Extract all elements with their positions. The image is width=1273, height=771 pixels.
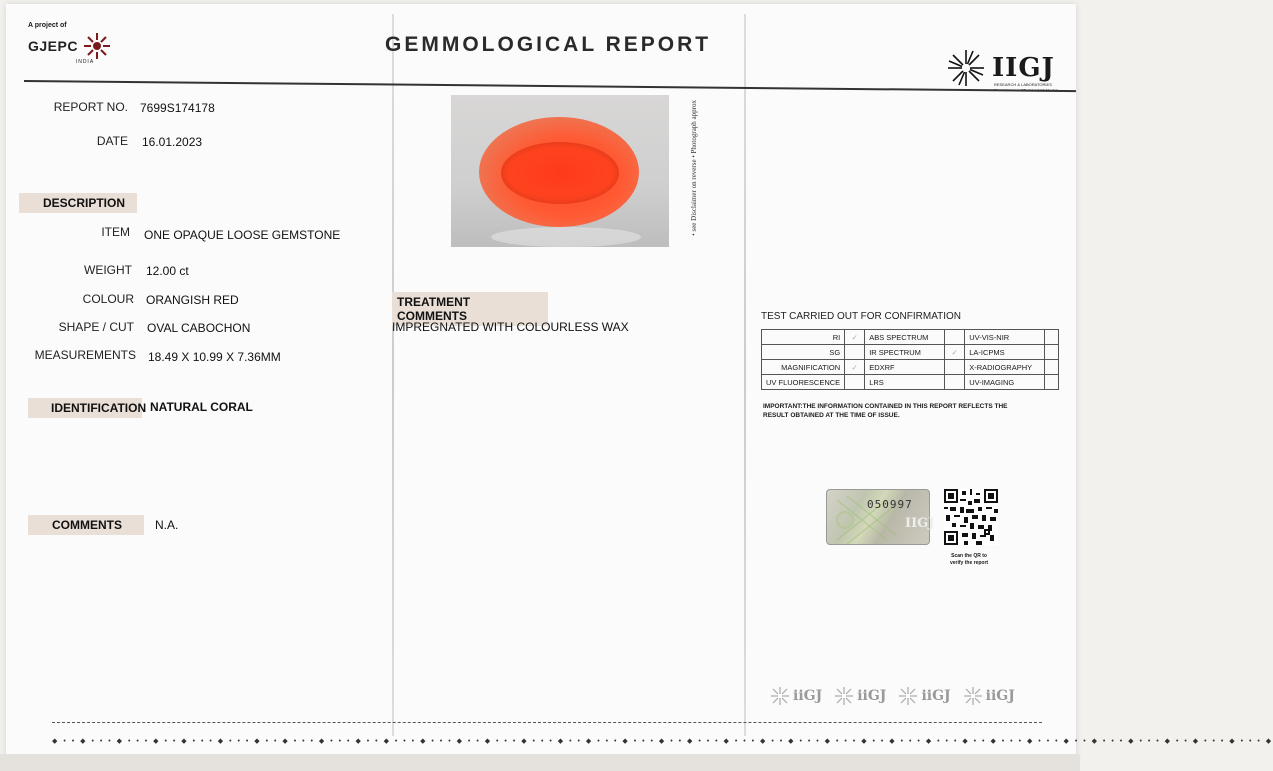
tests-cell: MAGNIFICATION bbox=[762, 360, 845, 375]
iigj-logo bbox=[946, 48, 1055, 88]
hologram-brand: IIGJ bbox=[905, 516, 935, 531]
fold-line bbox=[392, 14, 394, 736]
photo-disclaimer-note: • see Disclaimer on reverse • Photograph approx bbox=[690, 100, 698, 236]
tests-cell: UV-IMAGING bbox=[965, 375, 1045, 390]
footer-microprint-border: ◆ • • ◆ • • • ◆ • • • ◆ • • ◆ • • • ◆ • • • ◆ • • ◆ • • • ◆ • • • ◆ • • ◆ • • • ◆ • • • ◆ • • ◆ • • • ◆ • • • ◆ • • ◆ • • • ◆ • • • ◆ • • ◆ • • • ◆ • • • ◆ • • ◆ • • • ◆ • • • ◆ • • ◆ • • • ◆ • • • ◆ • • ◆ • • • ◆ • • • ◆ • • ◆ • • • ◆ • • • ◆ • • ◆ • • • ◆ • • • ◆ bbox=[52, 738, 1273, 745]
project-label: A project of bbox=[28, 22, 67, 29]
shape-value: OVAL CABOCHON bbox=[147, 321, 251, 335]
tests-cell: LRS bbox=[865, 375, 945, 390]
gjepc-emblem-icon bbox=[82, 31, 112, 61]
weight-value: 12.00 ct bbox=[146, 264, 189, 278]
tests-cell: UV FLUORESCENCE bbox=[762, 375, 845, 390]
coral-cabochon bbox=[479, 117, 639, 227]
identification-value: NATURAL CORAL bbox=[150, 400, 253, 414]
tests-cell: ABS SPECTRUM bbox=[865, 330, 945, 345]
sunburst-icon bbox=[898, 686, 918, 706]
footer-logo bbox=[770, 686, 822, 706]
tests-row bbox=[762, 375, 1059, 390]
tests-cell: X-RADIOGRAPHY bbox=[965, 360, 1045, 375]
shape-label: SHAPE / CUT bbox=[58, 320, 134, 334]
section-identification: IDENTIFICATION bbox=[28, 398, 142, 418]
tests-table bbox=[761, 329, 1059, 390]
important-note bbox=[763, 402, 1023, 420]
iigj-tagline: RESEARCH & LABORATORIES bbox=[994, 82, 1052, 87]
measurements-value: 18.49 X 10.99 X 7.36MM bbox=[148, 350, 281, 364]
footer-dashed-line bbox=[52, 722, 1042, 723]
tests-cell bbox=[945, 360, 965, 375]
tests-cell bbox=[1045, 375, 1059, 390]
tests-row bbox=[762, 360, 1059, 375]
sunburst-icon bbox=[770, 686, 790, 706]
footer-logo bbox=[898, 686, 950, 706]
comments-value: N.A. bbox=[155, 518, 179, 532]
tests-cell: IR SPECTRUM bbox=[865, 345, 945, 360]
tests-cell bbox=[845, 375, 865, 390]
sunburst-icon bbox=[834, 686, 854, 706]
date-label: DATE bbox=[96, 134, 128, 148]
section-comments: COMMENTS bbox=[28, 515, 144, 535]
hologram-number: 050997 bbox=[867, 498, 913, 511]
footer-logo bbox=[963, 686, 1015, 706]
iigj-sunburst-icon bbox=[946, 48, 986, 88]
tests-cell bbox=[945, 375, 965, 390]
important-label: IMPORTANT: bbox=[763, 403, 803, 410]
important-text: THE INFORMATION CONTAINED IN THIS REPORT REFLECTS THE RESULT OBTAINED AT THE TIME OF ISSUE. bbox=[763, 403, 1008, 419]
tests-cell bbox=[845, 345, 865, 360]
sunburst-icon bbox=[963, 686, 983, 706]
tests-cell: ✓ bbox=[945, 345, 965, 360]
colour-label: COLOUR bbox=[82, 292, 134, 306]
item-label: ITEM bbox=[101, 225, 130, 239]
gemstone-photo bbox=[451, 95, 669, 247]
measurements-label: MEASUREMENTS bbox=[34, 348, 136, 362]
tests-cell: EDXRF bbox=[865, 360, 945, 375]
item-value: ONE OPAQUE LOOSE GEMSTONE bbox=[144, 228, 341, 242]
footer-logo-text: iiGJ bbox=[985, 688, 1015, 704]
qr-caption-line-1: Scan the QR to bbox=[951, 553, 987, 559]
tests-cell bbox=[1045, 330, 1059, 345]
gjepc-logo bbox=[28, 22, 112, 65]
hologram-sticker bbox=[826, 489, 935, 545]
gjepc-wordmark: GJEPC bbox=[28, 38, 78, 54]
report-no-value: 7699S174178 bbox=[140, 101, 215, 115]
scan-bottom-edge bbox=[0, 754, 1080, 771]
gjepc-sub: INDIA bbox=[75, 59, 95, 65]
fold-line bbox=[744, 14, 746, 736]
section-description: DESCRIPTION bbox=[19, 193, 137, 213]
tests-cell bbox=[1045, 360, 1059, 375]
footer-logo bbox=[834, 686, 886, 706]
section-treatment: TREATMENT COMMENTS bbox=[392, 292, 548, 326]
qr-caption bbox=[950, 553, 988, 567]
tests-cell bbox=[945, 330, 965, 345]
colour-value: ORANGISH RED bbox=[146, 293, 239, 307]
tests-cell: ✓ bbox=[845, 330, 865, 345]
treatment-value: IMPREGNATED WITH COLOURLESS WAX bbox=[392, 320, 629, 334]
tests-cell: ✓ bbox=[845, 360, 865, 375]
iigj-wordmark: IIGJ bbox=[992, 53, 1055, 83]
tests-cell: LA-ICPMS bbox=[965, 345, 1045, 360]
report-title: GEMMOLOGICAL REPORT bbox=[385, 33, 712, 56]
report-no-label: REPORT NO. bbox=[53, 100, 128, 114]
date-value: 16.01.2023 bbox=[142, 135, 203, 149]
tests-cell bbox=[1045, 345, 1059, 360]
tests-cell: RI bbox=[762, 330, 845, 345]
tests-row bbox=[762, 345, 1059, 360]
qr-caption-line-2: verify the report bbox=[950, 560, 989, 566]
tests-cell: UV-VIS-NIR bbox=[965, 330, 1045, 345]
footer-logo-text: iiGJ bbox=[857, 688, 887, 704]
verify-qr-code[interactable] bbox=[944, 489, 998, 545]
tests-cell: SG bbox=[762, 345, 845, 360]
weight-label: WEIGHT bbox=[84, 263, 132, 277]
footer-logo-text: iiGJ bbox=[921, 688, 951, 704]
footer-watermark-logos bbox=[770, 686, 1015, 706]
tests-title: TEST CARRIED OUT FOR CONFIRMATION bbox=[761, 311, 962, 322]
footer-logo-text: iiGJ bbox=[793, 688, 823, 704]
tests-row bbox=[762, 330, 1059, 345]
